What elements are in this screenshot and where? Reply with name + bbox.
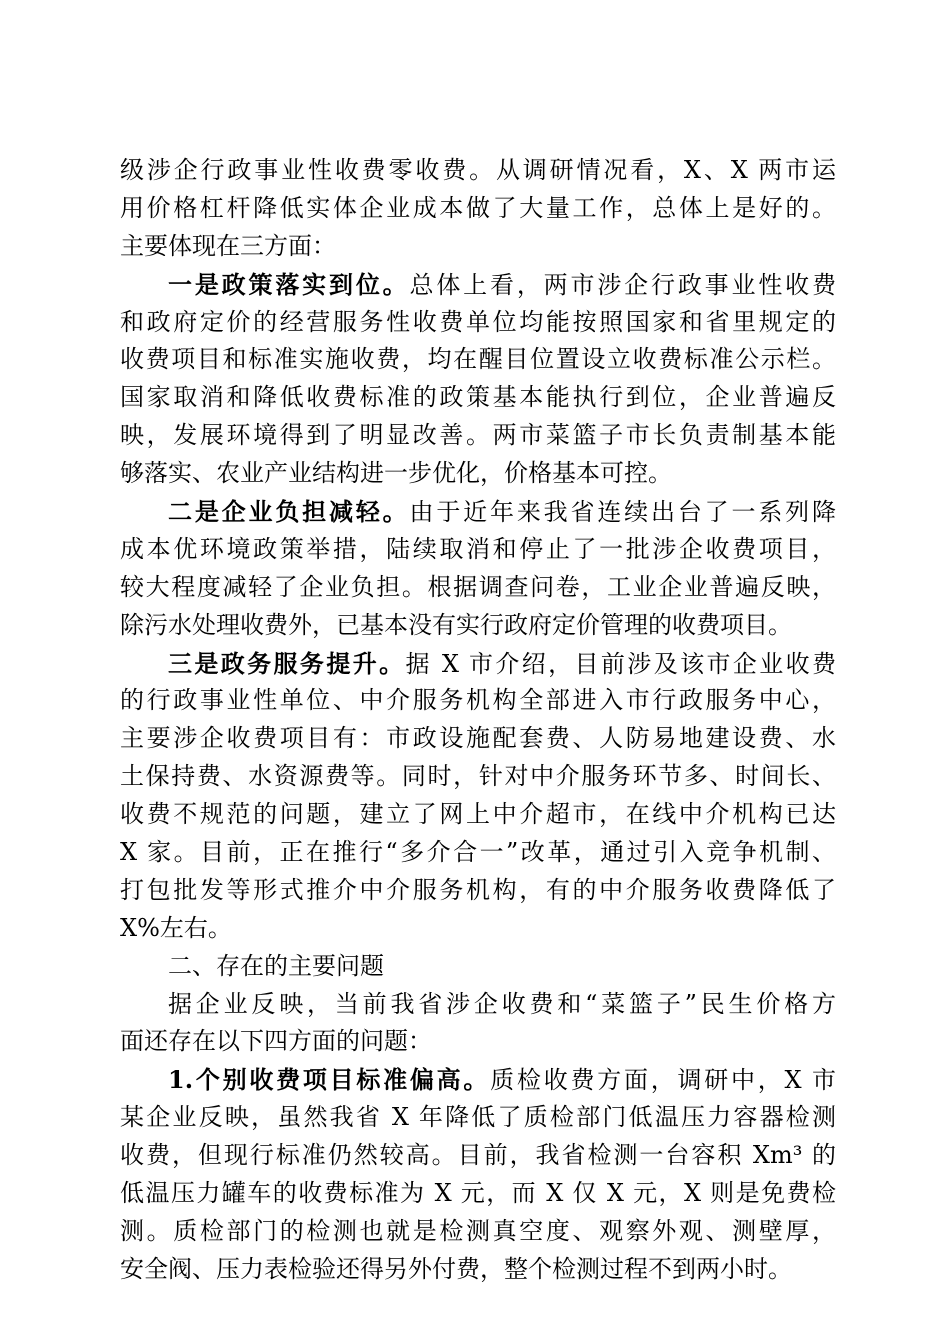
text-line: [120, 1099, 836, 1137]
line-text: 二、存在的主要问题: [168, 951, 384, 980]
text-line: [120, 379, 836, 417]
text-line: [120, 341, 836, 379]
line-text: 测。质检部门的检测也就是检测真空度、观察外观、测壁厚，: [120, 1216, 836, 1245]
paragraph: [120, 948, 836, 986]
line-text: X 家。目前，正在推行“多介合一”改革，通过引入竞争机制、: [120, 838, 836, 867]
paragraph-heading: 1.个别收费项目标准偏高。: [168, 1065, 491, 1095]
line-text: 除污水处理收费外，已基本没有实行政府定价管理的收费项目。: [120, 610, 792, 639]
paragraph: [120, 266, 836, 493]
text-line: [120, 455, 836, 493]
line-text: X%左右。: [120, 913, 232, 942]
line-text: 土保持费、水资源费等。同时，针对中介服务环节多、时间长、: [120, 762, 836, 791]
line-text: 主要涉企收费项目有：市政设施配套费、人防易地建设费、水: [120, 724, 836, 753]
text-line: [120, 986, 836, 1024]
text-line: [120, 266, 836, 304]
paragraph-heading: 一是政策落实到位。: [168, 269, 410, 299]
paragraph: [120, 986, 836, 1062]
line-text: 收费，但现行标准仍然较高。目前，我省检测一台容积 Xm³ 的: [120, 1141, 836, 1170]
line-text: 低温压力罐车的收费标准为 X 元，而 X 仅 X 元，X 则是免费检: [120, 1179, 836, 1208]
line-text: 由于近年来我省连续出台了一系列降: [409, 498, 836, 527]
text-line: [120, 1137, 836, 1175]
line-text: 总体上看，两市涉企行政事业性收费: [409, 270, 836, 299]
line-text: 收费不规范的问题，建立了网上中介超市，在线中介机构已达: [120, 800, 836, 829]
text-line: [120, 720, 836, 758]
line-text: 和政府定价的经营服务性收费单位均能按照国家和省里规定的: [120, 307, 836, 336]
text-line: [120, 758, 836, 796]
text-line: [120, 417, 836, 455]
line-text: 成本优环境政策举措，陆续取消和停止了一批涉企收费项目，: [120, 534, 836, 563]
line-text: 据 X 市介绍，目前涉及该市企业收费: [405, 649, 836, 678]
line-text: 国家取消和降低收费标准的政策基本能执行到位，企业普遍反: [120, 383, 836, 412]
text-line: [120, 607, 836, 645]
text-line: [120, 1175, 836, 1213]
text-line: [120, 1061, 836, 1099]
paragraph: [120, 645, 836, 948]
line-text: 映，发展环境得到了明显改善。两市菜篮子市长负责制基本能: [120, 421, 836, 450]
text-line: [120, 834, 836, 872]
line-text: 较大程度减轻了企业负担。根据调查问卷，工业企业普遍反映，: [120, 572, 836, 601]
line-text: 收费项目和标准实施收费，均在醒目位置设立收费标准公示栏。: [120, 345, 836, 374]
line-text: 安全阀、压力表检验还得另外付费，整个检测过程不到两小时。: [120, 1254, 792, 1283]
line-text: 质检收费方面，调研中，X 市: [490, 1066, 836, 1095]
line-text: 打包批发等形式推介中介服务机构，有的中介服务收费降低了: [120, 875, 836, 904]
text-line: [120, 682, 836, 720]
line-text: 面还存在以下四方面的问题：: [120, 1027, 432, 1056]
line-text: 主要体现在三方面：: [120, 231, 336, 260]
text-line: [120, 228, 836, 266]
text-line: [120, 190, 836, 228]
text-line: [120, 493, 836, 531]
text-line: [120, 569, 836, 607]
paragraph: [120, 493, 836, 645]
line-text: 的行政事业性单位、中介服务机构全部进入市行政服务中心，: [120, 686, 836, 715]
paragraph: [120, 152, 836, 266]
paragraph: [120, 1061, 836, 1288]
line-text: 级涉企行政事业性收费零收费。从调研情况看，X、X 两市运: [120, 156, 836, 184]
text-line: [120, 1213, 836, 1251]
text-line: [120, 910, 836, 948]
line-text: 据企业反映，当前我省涉企收费和“菜篮子”民生价格方: [168, 989, 836, 1018]
text-line: [120, 1023, 836, 1061]
text-line: [120, 645, 836, 683]
text-line: [120, 948, 836, 986]
line-text: 某企业反映，虽然我省 X 年降低了质检部门低温压力容器检测: [120, 1103, 836, 1132]
text-line: [120, 796, 836, 834]
text-line: [120, 1251, 836, 1289]
paragraph-heading: 三是政务服务提升。: [168, 648, 406, 678]
text-line: [120, 872, 836, 910]
text-line: [120, 531, 836, 569]
line-text: 够落实、农业产业结构进一步优化，价格基本可控。: [120, 459, 672, 488]
text-line: [120, 152, 836, 190]
paragraph-heading: 二是企业负担减轻。: [168, 497, 410, 527]
text-line: [120, 304, 836, 342]
document-body: [120, 152, 836, 1289]
line-text: 用价格杠杆降低实体企业成本做了大量工作，总体上是好的。: [120, 193, 836, 222]
